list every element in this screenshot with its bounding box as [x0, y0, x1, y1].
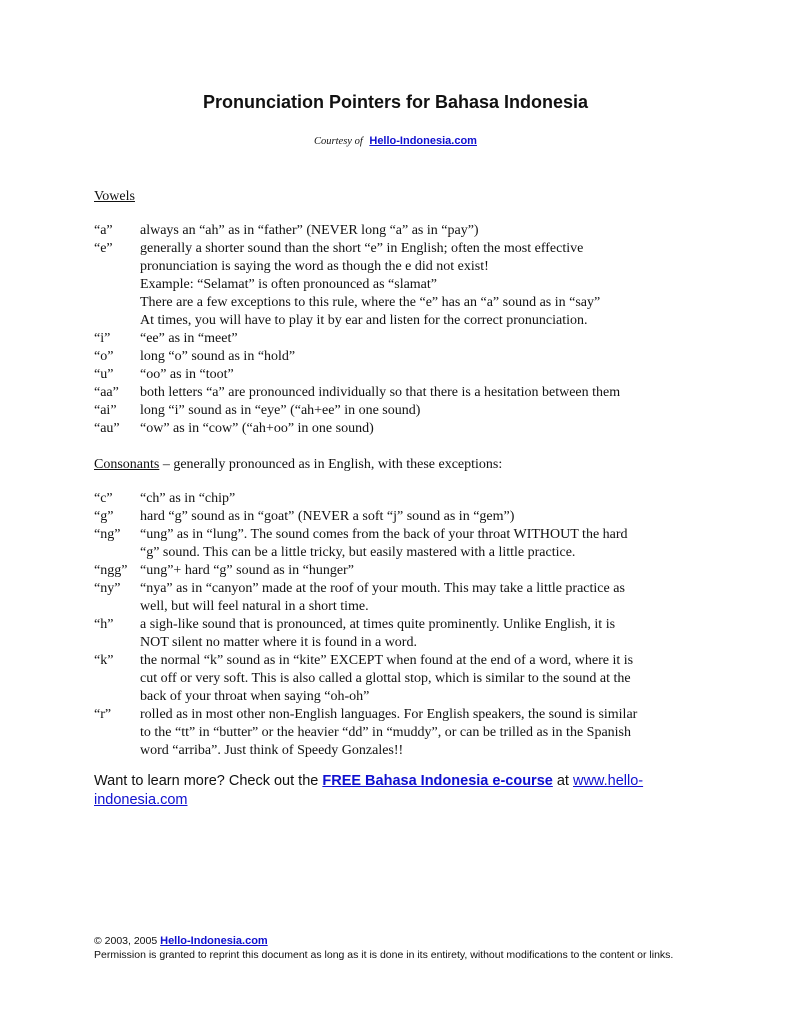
description-line: to the “tt” in “butter” or the heavier “dd” in “muddy”, or can be trilled as in the Spanish [140, 725, 631, 740]
list-item [94, 222, 714, 240]
description-line: “ung” as in “lung”. The sound comes from the back of your throat WITHOUT the hard [140, 527, 628, 542]
vowels-heading-text: Vowels [94, 189, 135, 204]
description-line: word “arriba”. Just think of Speedy Gonzales!! [140, 743, 404, 758]
consonants-heading [94, 456, 502, 474]
item-description [140, 330, 714, 348]
list-item [94, 526, 714, 562]
description-line: generally a shorter sound than the short “e” in English; often the most effective [140, 241, 584, 256]
item-description [140, 222, 714, 240]
item-key: “c” [94, 491, 113, 506]
list-item [94, 508, 714, 526]
item-key: “aa” [94, 385, 119, 400]
item-description [140, 562, 714, 580]
item-description [140, 706, 714, 760]
item-key: “e” [94, 241, 113, 256]
item-key: “ny” [94, 581, 121, 596]
description-line: “ung”+ hard “g” sound as in “hunger” [140, 563, 354, 578]
item-key: “i” [94, 331, 111, 346]
description-line: At times, you will have to play it by ear and listen for the correct pronunciation. [140, 313, 588, 328]
item-description [140, 580, 714, 616]
description-line: hard “g” sound as in “goat” (NEVER a soft “j” sound as in “gem”) [140, 509, 515, 524]
description-line: a sigh-like sound that is pronounced, at times quite prominently. Unlike English, it is [140, 617, 616, 632]
item-description [140, 508, 714, 526]
item-key: “a” [94, 223, 113, 238]
description-line: the normal “k” sound as in “kite” EXCEPT when found at the end of a word, where it is [140, 653, 634, 668]
vowels-heading [94, 188, 135, 206]
list-item [94, 240, 714, 330]
copyright-line [94, 934, 714, 948]
description-line: back of your throat when saying “oh-oh” [140, 689, 370, 704]
item-key: “o” [94, 349, 114, 364]
description-line: well, but will feel natural in a short time. [140, 599, 369, 614]
footer-link[interactable]: Hello-Indonesia.com [160, 935, 268, 947]
list-item [94, 652, 714, 706]
courtesy-prefix: Courtesy of [314, 136, 363, 147]
cta-text-1: Want to learn more? Check out the [94, 773, 323, 789]
description-line: both letters “a” are pronounced individually so that there is a hesitation between them [140, 385, 621, 400]
list-item [94, 490, 714, 508]
item-description [140, 490, 714, 508]
consonants-heading-text: Consonants [94, 457, 160, 472]
description-line: “ow” as in “cow” (“ah+oo” in one sound) [140, 421, 374, 436]
item-key: “g” [94, 509, 114, 524]
list-item [94, 616, 714, 652]
description-line: “ee” as in “meet” [140, 331, 238, 346]
consonants-list [94, 490, 714, 760]
vowels-list [94, 222, 714, 438]
website-link[interactable]: www.hello-indonesia.com [94, 773, 644, 808]
consonants-heading-rest: – generally pronounced as in English, with these exceptions: [159, 457, 503, 472]
item-key: “h” [94, 617, 114, 632]
item-description [140, 384, 714, 402]
item-description [140, 616, 714, 652]
description-line: Example: “Selamat” is often pronounced as “slamat” [140, 277, 438, 292]
courtesy-line [0, 135, 791, 147]
description-line: “g” sound. This can be a little tricky, but easily mastered with a little practice. [140, 545, 576, 560]
item-key: “ng” [94, 527, 121, 542]
description-line: “oo” as in “toot” [140, 367, 234, 382]
list-item [94, 420, 714, 438]
description-line: long “i” sound as in “eye” (“ah+ee” in one sound) [140, 403, 421, 418]
item-description [140, 652, 714, 706]
item-key: “ai” [94, 403, 117, 418]
description-line: cut off or very soft. This is also called a glottal stop, which is similar to the sound at the [140, 671, 631, 686]
footer [94, 934, 714, 962]
permission-text: Permission is granted to reprint this document as long as it is done in its entirety, without modifications to the content or links. [94, 949, 674, 961]
description-line: NOT silent no matter where it is found in a word. [140, 635, 417, 650]
list-item [94, 580, 714, 616]
cta-text-2: at [552, 773, 573, 789]
list-item [94, 384, 714, 402]
list-item [94, 402, 714, 420]
description-line: long “o” sound as in “hold” [140, 349, 296, 364]
call-to-action [94, 772, 704, 810]
page-title: Pronunciation Pointers for Bahasa Indonesia [202, 92, 589, 112]
list-item [94, 562, 714, 580]
item-key: “au” [94, 421, 120, 436]
list-item [94, 348, 714, 366]
copyright-text: © 2003, 2005 [94, 935, 161, 947]
list-item [94, 330, 714, 348]
item-key: “r” [94, 707, 112, 722]
item-description [140, 348, 714, 366]
description-line: always an “ah” as in “father” (NEVER long “a” as in “pay”) [140, 223, 479, 238]
item-description [140, 526, 714, 562]
item-key: “k” [94, 653, 114, 668]
item-key: “ngg” [94, 563, 128, 578]
description-line: rolled as in most other non-English languages. For English speakers, the sound is similar [140, 707, 638, 722]
description-line: pronunciation is saying the word as though the e did not exist! [140, 259, 489, 274]
item-description [140, 420, 714, 438]
courtesy-link[interactable]: Hello-Indonesia.com [369, 135, 477, 147]
item-description [140, 366, 714, 384]
item-key: “u” [94, 367, 114, 382]
description-line: There are a few exceptions to this rule, where the “e” has an “a” sound as in “say” [140, 295, 601, 310]
free-ecourse-link[interactable]: FREE Bahasa Indonesia e-course [322, 773, 553, 789]
item-description [140, 240, 714, 330]
list-item [94, 366, 714, 384]
description-line: “nya” as in “canyon” made at the roof of your mouth. This may take a little practice as [140, 581, 625, 596]
item-description [140, 402, 714, 420]
list-item [94, 706, 714, 760]
description-line: “ch” as in “chip” [140, 491, 236, 506]
